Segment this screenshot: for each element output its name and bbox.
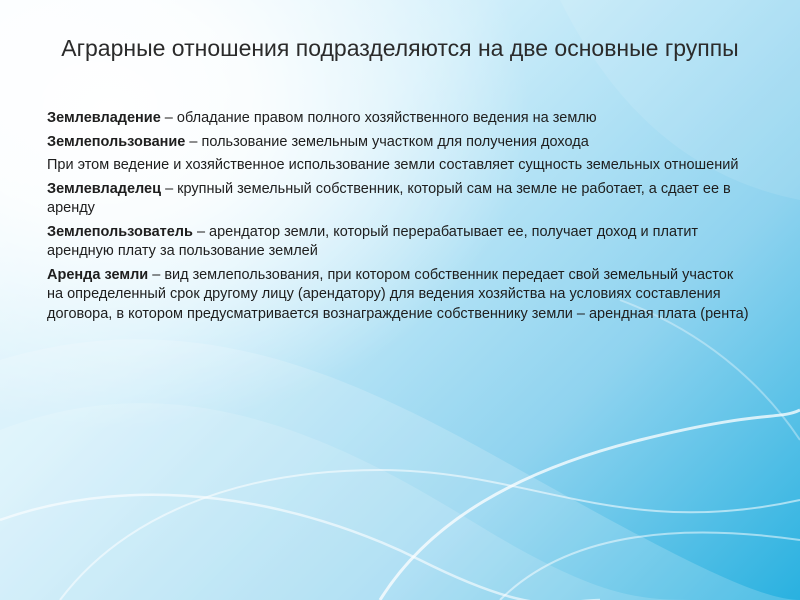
term-2: Землепользование (47, 133, 186, 150)
term-4: Землевладелец (47, 180, 162, 197)
term-1: Землевладение (47, 110, 161, 126)
paragraph-2 (47, 133, 752, 153)
paragraph-4 (47, 180, 752, 219)
definition-1: – обладание правом полного хозяйственного ведения на землю (160, 110, 597, 126)
term-6: Аренда земли (47, 266, 149, 283)
statement-3: При этом ведение и хозяйственное использование земли составляет сущность земельных отношений (47, 157, 739, 173)
term-5: Землепользователь (47, 223, 193, 240)
paragraph-5 (47, 223, 752, 262)
definition-6: – вид землепользования, при котором собственник передает свой земельный участок на определенный срок другому лицу (арендатору) для ведения хозяйства на условиях составления договора, в котором предусматривается вознаграждение собственнику земли – арендная плата (рента) (47, 266, 749, 322)
definition-2: – пользование земельным участком для получения дохода (185, 133, 589, 150)
paragraph-3 (47, 156, 752, 176)
paragraph-6 (47, 266, 752, 325)
slide-title: Аграрные отношения подразделяются на две основные группы (61, 35, 739, 61)
paragraph-1 (47, 109, 752, 129)
definition-5: – арендатор земли, который перерабатывает ее, получает доход и платит арендную плату за пользование землей (47, 223, 699, 259)
definition-4: – крупный земельный собственник, который сам на земле не работает, а сдает ее в аренду (47, 180, 731, 216)
slide-body (47, 109, 752, 328)
